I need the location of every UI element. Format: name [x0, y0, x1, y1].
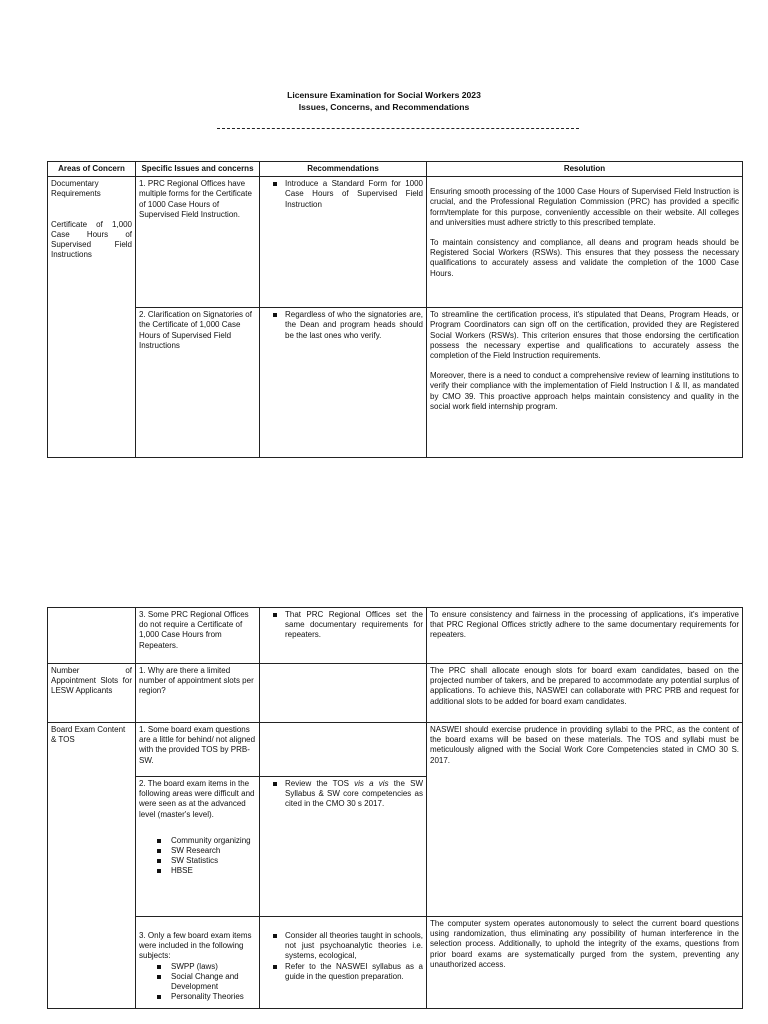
table-row	[48, 608, 743, 664]
list-item: HBSE	[157, 866, 256, 876]
issue-cell	[136, 777, 260, 917]
list-item: Regardless of who the signatories are, the Dean and program heads should be the last ones who verify.	[273, 310, 423, 341]
recommendation-cell	[260, 177, 427, 308]
recommendation-cell	[260, 608, 427, 664]
list-item: Consider all theories taught in schools, not just psychoanalytic theories i.e. systems, ecological,	[273, 931, 423, 962]
column-header-issues: Specific Issues and concerns	[136, 162, 260, 177]
resolution-cell	[427, 308, 743, 458]
area-sublabel: Certificate of 1,000 Case Hours of Supervised Field Instructions	[51, 219, 132, 260]
issue-cell: 1. Some board exam questions are a little for behind/ not aligned with the provided TOS by PRB-SW.	[136, 723, 260, 777]
column-header-areas: Areas of Concern	[48, 162, 136, 177]
issue-text: 2. The board exam items in the following areas were difficult and were seen as at the advanced level (master's level).	[139, 779, 255, 819]
list-item: Personality Theories	[157, 992, 256, 1002]
list-item: SWPP (laws)	[157, 962, 256, 972]
area-cell-content: Board Exam Content & TOS	[48, 723, 136, 1009]
issues-table-part-1	[47, 161, 743, 458]
recommendation-cell	[260, 777, 427, 917]
column-header-recommendations: Recommendations	[260, 162, 427, 177]
table-row	[48, 917, 743, 1009]
resolution-paragraph: To maintain consistency and compliance, all deans and program heads should be Registered Social Workers (RSWs). This ensures that they possess the necessary qualifications to accurately assess and validate the completion of the 1000 Case Hours.	[430, 238, 739, 278]
recommendation-cell	[260, 308, 427, 458]
issue-cell	[136, 917, 260, 1009]
area-cell-documentary	[48, 177, 136, 458]
recommendation-cell	[260, 723, 427, 777]
resolution-cell: To ensure consistency and fairness in the processing of applications, it's imperative that PRC Regional Offices strictly adhere to the same documentary requirements for repeaters.	[427, 608, 743, 664]
issue-cell: 2. Clarification on Signatories of the Certificate of 1,000 Case Hours of Supervised Field Instructions	[136, 308, 260, 458]
list-item: Review the TOS vis a vis the SW Syllabus & SW core competencies as cited in the CMO 30 s 2017.	[273, 779, 423, 810]
issue-text: 3. Only a few board exam items were included in the following subjects:	[139, 931, 252, 961]
area-cell-slots: Number of Appointment Slots for LESW Applicants	[48, 664, 136, 723]
resolution-paragraph: To streamline the certification process, it's stipulated that Deans, Program Heads, or Program Coordinators can sign off on the certification, provided they are Registered Social Workers (RSWs). This criterion ensures that those endorsing the certification possess the necessary expertise and qualifications to accurately assess the completion of the Field Instruction requirements.	[430, 310, 739, 361]
document-subtitle: Issues, Concerns, and Recommendations	[298, 102, 470, 112]
resolution-cell: NASWEI should exercise prudence in providing syllabi to the PRC, as the content of the board exams will be based on these materials. The TOS and syllabi must be meticulously aligned with the Social Work Core Competencies stated in CMO 30 S. 2017.	[427, 723, 743, 917]
document-title: Licensure Examination for Social Workers 2023	[287, 90, 481, 100]
table-row	[48, 723, 743, 777]
area-label: Documentary Requirements	[51, 179, 101, 199]
issue-cell: 1. Why are there a limited number of appointment slots per region?	[136, 664, 260, 723]
table-row	[48, 177, 743, 308]
list-item: Refer to the NASWEI syllabus as a guide in the question preparation.	[273, 962, 423, 982]
list-item: That PRC Regional Offices set the same documentary requirements for repeaters.	[273, 610, 423, 641]
resolution-cell	[427, 177, 743, 308]
resolution-paragraph: Ensuring smooth processing of the 1000 Case Hours of Supervised Field Instruction is crucial, and the Professional Regulation Commission (PRC) has provided a specific form/template for this purpose, conveniently accessible on their website. All colleges and universities must adhere strictly to this prescribed template.	[430, 187, 739, 227]
list-item: SW Research	[157, 846, 256, 856]
issue-cell: 1. PRC Regional Offices have multiple forms for the Certificate of 1000 Case Hours of Supervised Field Instruction.	[136, 177, 260, 308]
table-header-row	[48, 162, 743, 177]
recommendation-cell	[260, 664, 427, 723]
list-item: Community organizing	[157, 836, 256, 846]
area-cell-empty	[48, 608, 136, 664]
resolution-paragraph: Moreover, there is a need to conduct a comprehensive review of learning institutions to verify their compliance with the implementation of Field Instruction I & II, as mandated by CMO 39. This proactive approach helps maintain consistency and quality in the social work field internship program.	[430, 371, 739, 411]
list-item: SW Statistics	[157, 856, 256, 866]
table-row	[48, 664, 743, 723]
issue-cell: 3. Some PRC Regional Offices do not require a Certificate of 1,000 Case Hours from Repeaters.	[136, 608, 260, 664]
issues-table-part-2	[47, 607, 743, 1009]
table-row	[48, 308, 743, 458]
resolution-cell: The computer system operates autonomously to select the current board questions using randomization, thus eliminating any possibility of human interference in the selection process. Additionally, to uphold the integrity of the exams, questions from prior board exams are systematically purged from the system, preventing any unauthorized access.	[427, 917, 743, 1009]
list-item: Introduce a Standard Form for 1000 Case Hours of Supervised Field Instruction	[273, 179, 423, 210]
list-item: Social Change and Development	[157, 972, 256, 992]
recommendation-cell	[260, 917, 427, 1009]
column-header-resolution: Resolution	[427, 162, 743, 177]
dashed-divider	[217, 128, 579, 129]
resolution-cell: The PRC shall allocate enough slots for board exam candidates, based on the projected number of takers, and be prepared to accommodate any potential surplus of applications. To achieve this, NASWEI can collaborate with PRC PRB and request for additional slots to be added for board exam candidates.	[427, 664, 743, 723]
